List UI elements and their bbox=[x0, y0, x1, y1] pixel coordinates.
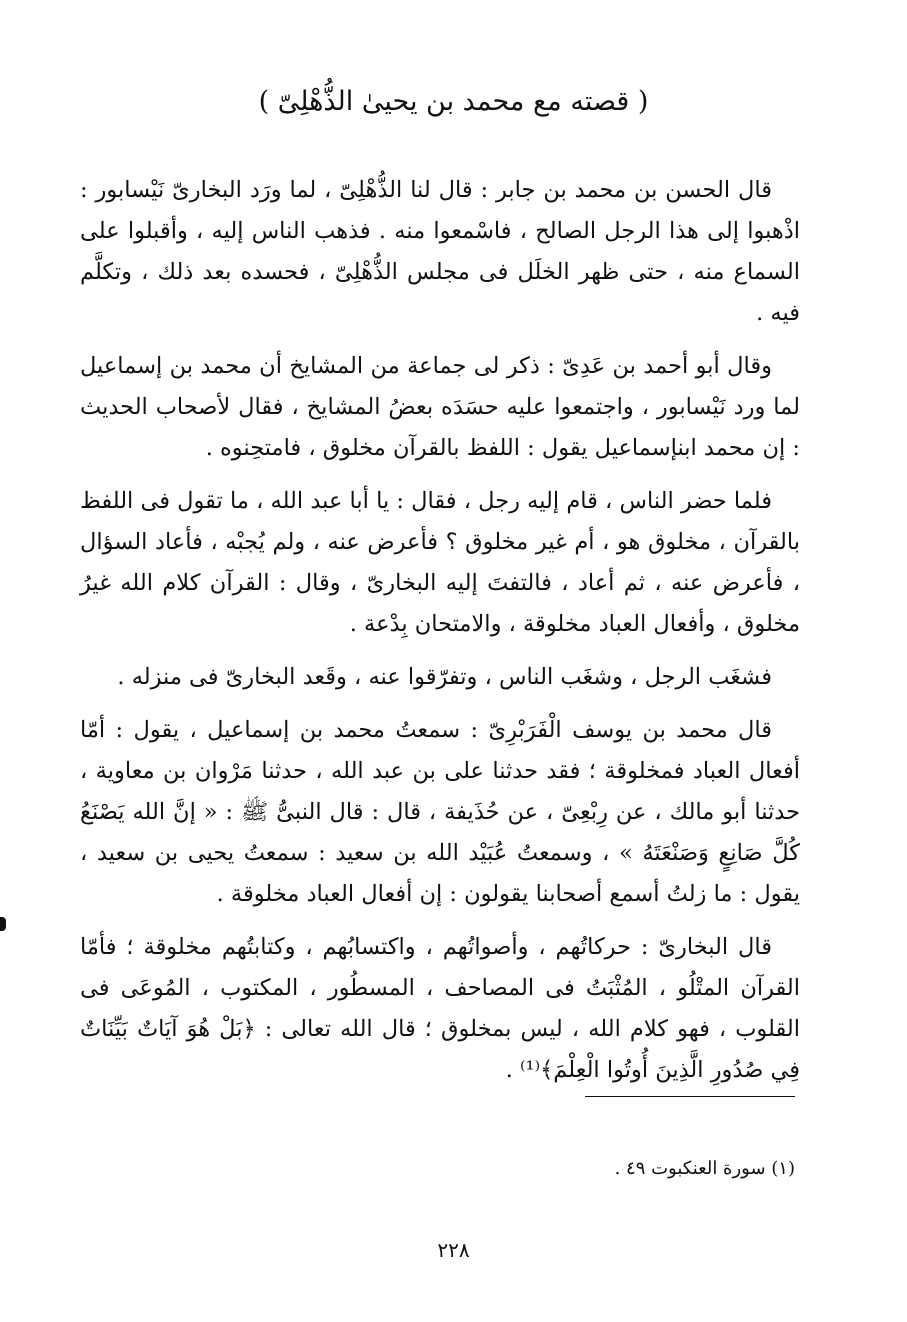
paragraph-5: قال محمد بن يوسف الْفَرَبْرِىّ : سمعتُ محمد بن إسماعيل ، يقول : أمّا أفعال العباد فمخلوقة ؛ فقد حدثنا على بن عبد الله ، حدثنا مَرْوان بن معاوية ، حدثنا أبو مالك ، عن رِبْعِىّ ، عن حُذَيفة ، قال : قال النبىُّ ﷺ : « إنَّ الله يَصْنَعُ كُلَّ صَانِعٍ وَصَنْعَتَهُ » ، وسمعتُ عُبَيْد الله بن سعيد : سمعتُ يحيى بن سعيد ، يقول : ما زلتُ أسمع أصحابنا يقولون : إن أفعال العباد مخلوقة . bbox=[80, 717, 800, 907]
paragraph-4: فشغَب الرجل ، وشغَب الناس ، وتفرّقوا عنه ، وقَعد البخارىّ فى منزله . bbox=[117, 664, 772, 690]
paragraph-2: وقال أبو أحمد بن عَدِىّ : ذكر لى جماعة من المشايخ أن محمد بن إسماعيل لما ورد نَيْسابور ، واجتمعوا عليه حسَدَه بعضُ المشايخ ، فقال لأصحاب الحديث : إن محمد ابنإسماعيل يقول : اللفظ بالقرآن مخلوق ، فامتحِنوه . bbox=[80, 353, 800, 461]
body-text bbox=[80, 170, 800, 1103]
section-title: ( قصته مع محمد بن يحيىٰ الذُّهْلِىّ ) bbox=[258, 86, 649, 117]
scan-edge-mark bbox=[0, 917, 6, 931]
page-number: ٢٢٨ bbox=[437, 1238, 470, 1262]
paragraph-6: قال البخارىّ : حركاتُهم ، وأصواتُهم ، واكتسابُهم ، وكتابتُهم مخلوقة ؛ فأمّا القرآن المتْلُو ، المُثْبَتُ فى المصاحف ، المسطُور ، المكتوب ، المُوعَى فى القلوب ، فهو كلام الله ، ليس بمخلوق ؛ قال الله تعالى : ﴿بَلْ هُوَ آيَاتٌ بَيِّنَاتٌ فِي صُدُورِ الَّذِينَ أُوتُوا الْعِلْمَ﴾⁽¹⁾ . bbox=[80, 934, 800, 1083]
footnote: (١) سورة العنكبوت ٤٩ . bbox=[614, 1158, 795, 1179]
paragraph-3: فلما حضر الناس ، قام إليه رجل ، فقال : يا أبا عبد الله ، ما تقول فى اللفظ بالقرآن ، مخلوق هو ، أم غير مخلوق ؟ فأعرض عنه ، ولم يُجبْه ، فأعاد السؤال ، فأعرض عنه ، ثم أعاد ، فالتفتَ إليه البخارىّ ، وقال : القرآن كلام الله غيرُ مخلوق ، وأفعال العباد مخلوقة ، والامتحان بِدْعة . bbox=[80, 488, 800, 637]
paragraph-1: قال الحسن بن محمد بن جابر : قال لنا الذُّهْلِىّ ، لما ورَد البخارىّ نَيْسابور : اذْهبوا إلى هذا الرجل الصالح ، فاسْمعوا منه . فذهب الناس إليه ، وأقبلوا على السماع منه ، حتى ظهر الخلَل فى مجلس الذُّهْلِىّ ، فحسده بعد ذلك ، وتكلَّم فيه . bbox=[80, 177, 800, 326]
footnote-divider bbox=[585, 1096, 795, 1097]
